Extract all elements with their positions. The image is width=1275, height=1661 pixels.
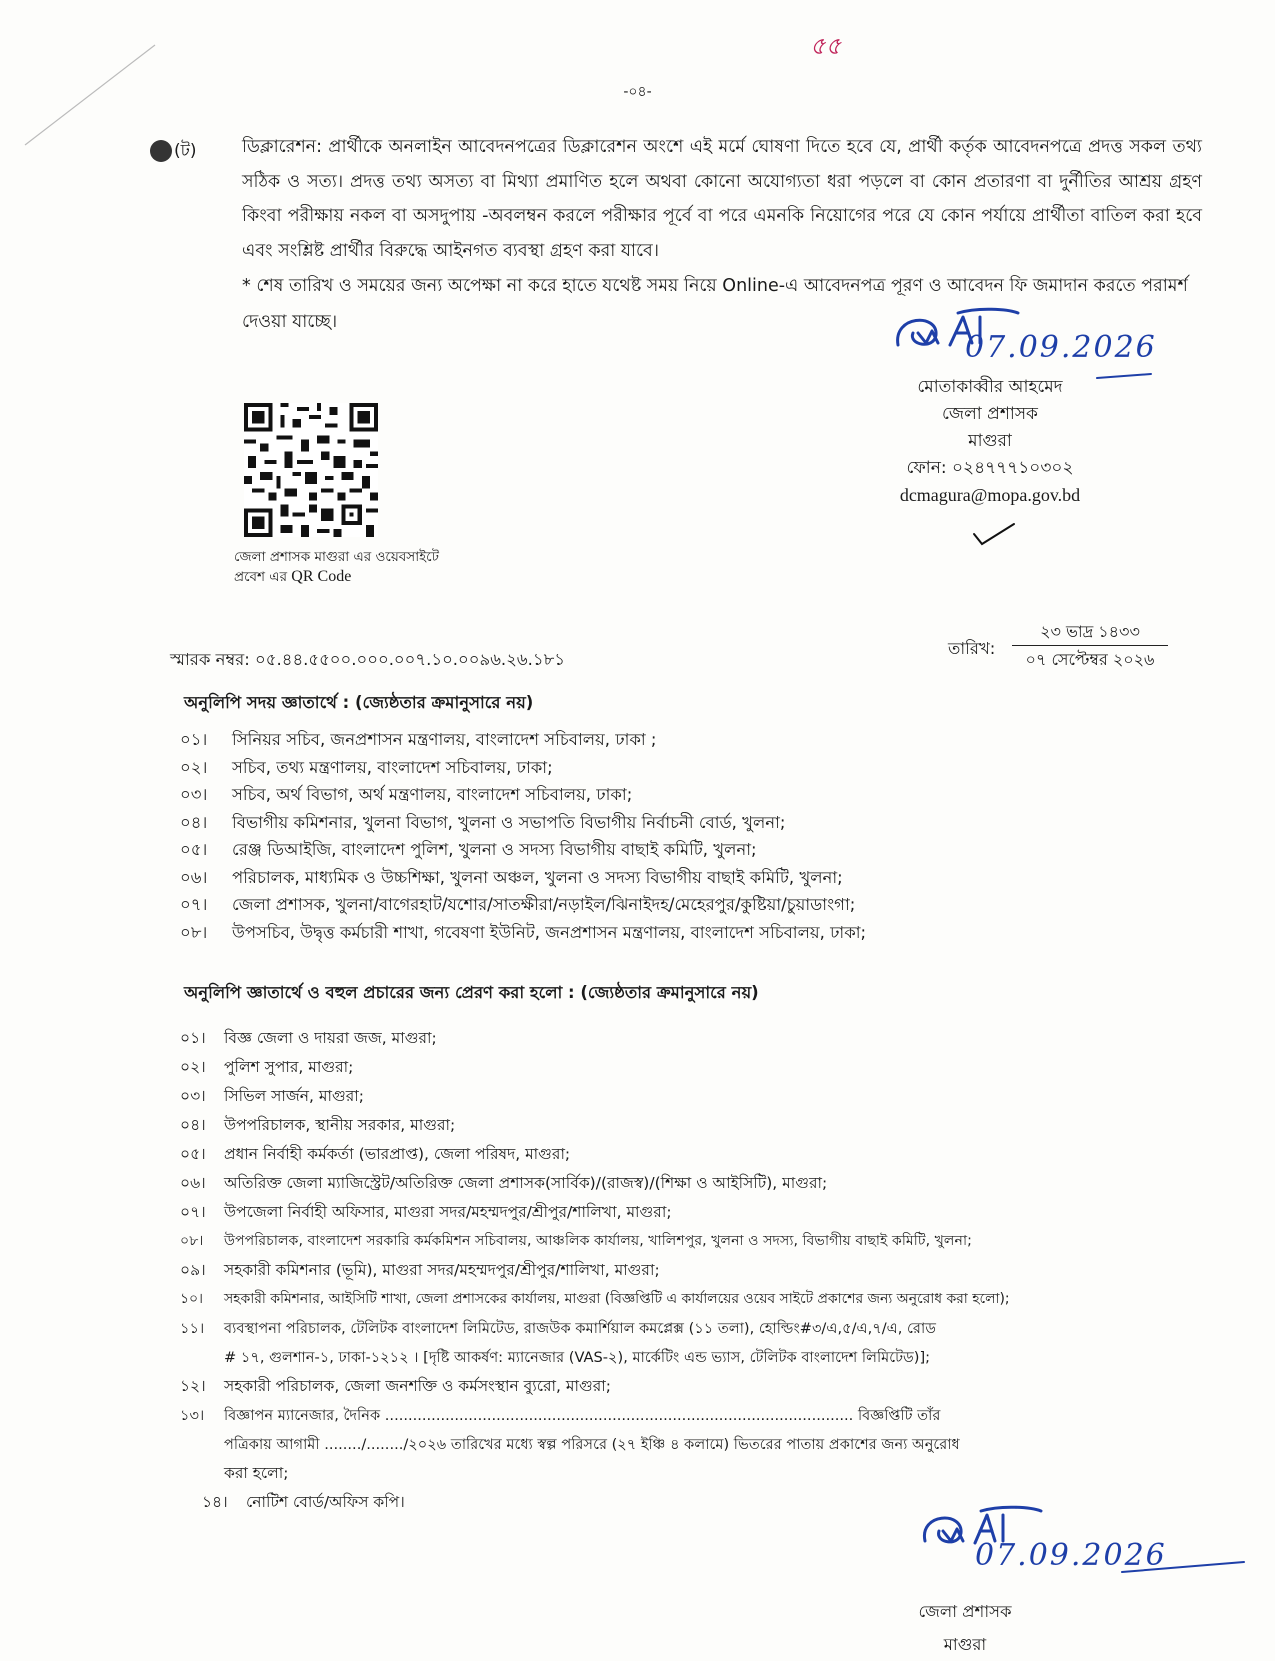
signatory-name: মোতাকাব্বীর আহমেদ <box>917 377 1063 397</box>
list-item: ০৩। সিভিল সার্জন, মাগুরা; <box>180 1087 364 1105</box>
list-item: ০৯। সহকারী কমিশনার (ভূমি), মাগুরা সদর/মহম্মদপুর/শ্রীপুর/শালিখা, মাগুরা; <box>180 1261 660 1279</box>
declaration-paragraph: ডিক্লারেশন: প্রার্থীকে অনলাইন আবেদনপত্রের ডিক্লারেশন অংশে এই মর্মে ঘোষণা দিতে হবে যে, প্রার্থী কর্তৃক আবেদনপত্রে প্রদত্ত সকল তথ্য সঠিক ও সত্য। প্রদত্ত তথ্য অসত্য বা মিথ্যা প্রমাণিত হলে অথবা কোনো অযোগ্যতা ধরা পড়লে বা কোন প্রতারণা বা দুর্নীতির আশ্রয় গ্রহণ কিংবা পরীক্ষায় নকল বা অসদুপায় -অবলম্বন করলে পরীক্ষার পূর্বে বা পরে এমনকি নিয়োগের পরে যে কোন পর্যায়ে প্রার্থীতা বাতিল করা হবে এবং সংশ্লিষ্ট প্রার্থীর বিরুদ্ধে আইনগত ব্যবস্থা গ্রহণ করা যাবে। <box>242 137 1202 261</box>
closing-designation: জেলা প্রশাসক <box>918 1602 1012 1621</box>
list-item: ০১। সিনিয়র সচিব, জনপ্রশাসন মন্ত্রণালয়, বাংলাদেশ সচিবালয়, ঢাকা ; <box>180 730 657 749</box>
memo-reference: স্মারক নম্বর: ০৫.৪৪.৫৫০০.০০০.০০৭.১০.০০৯৬.২৬.১৮১ <box>170 650 566 669</box>
date-label: তারিখ: <box>948 639 996 658</box>
list-item: ০৫। প্রধান নির্বাহী কর্মকর্তা (ভারপ্রাপ্ত), জেলা পরিষদ, মাগুরা; <box>180 1145 571 1163</box>
signatory-district: মাগুরা <box>968 431 1012 451</box>
list-item: ০৬। অতিরিক্ত জেলা ম্যাজিস্ট্রেট/অতিরিক্ত জেলা প্রশাসক(সার্বিক)/(রাজস্ব)/(শিক্ষা ও আইসিটি), মাগুরা; <box>180 1174 828 1192</box>
signature-top-block <box>880 374 1100 509</box>
qr-caption-line2: প্রবেশ এর QR Code <box>234 568 352 585</box>
closing-district: মাগুরা <box>943 1635 987 1654</box>
qr-caption-line1: জেলা প্রশাসক মাগুরা এর ওয়েবসাইটে <box>234 549 439 565</box>
date-stack <box>1012 620 1168 671</box>
signatory-designation: জেলা প্রশাসক <box>942 404 1038 424</box>
list-item: ০৭। উপজেলা নির্বাহী অফিসার, মাগুরা সদর/মহম্মদপুর/শ্রীপুর/শালিখা, মাগুরা; <box>180 1203 672 1221</box>
list-item: ১৩। বিজ্ঞাপন ম্যানেজার, দৈনিক ..................................................................................................... বিজ্ঞপ্তিটি তাঁর <box>180 1407 941 1424</box>
list-item: ০৮। উপসচিব, উদ্বৃত্ত কর্মচারী শাখা, গবেষণা ইউনিট, জনপ্রশাসন মন্ত্রণালয়, বাংলাদেশ সচিবালয়, ঢাকা; <box>180 922 867 942</box>
copy-list-1 <box>180 726 866 946</box>
scan-artifact-line <box>20 40 160 150</box>
date-divider <box>1012 645 1168 646</box>
list-item: ১২। সহকারী পরিচালক, জেলা জনশক্তি ও কর্মসংস্থান ব্যুরো, মাগুরা; <box>180 1377 611 1395</box>
signatory-email: dcmagura@mopa.gov.bd <box>899 485 1081 505</box>
list-item: ০৪। উপপরিচালক, স্থানীয় সরকার, মাগুরা; <box>180 1116 456 1134</box>
list-item: ০৮। উপপরিচালক, বাংলাদেশ সরকারি কর্মকমিশন সচিবালয়, আঞ্চলিক কার্যালয়, খালিশপুর, খুলনা ও সদস্য, বিভাগীয় বাছাই কমিটি, খুলনা; <box>180 1233 972 1249</box>
signature-top-date: 07.09.2026 <box>965 330 1157 365</box>
qr-code[interactable] <box>244 403 378 537</box>
corner-handwritten-mark: ৫৫ <box>810 32 842 60</box>
signature-bottom-date: 07.09.2026 <box>975 1538 1167 1573</box>
ink-blot-icon <box>150 140 172 162</box>
list-item: ০৪। বিভাগীয় কমিশনার, খুলনা বিভাগ, খুলনা ও সভাপতি বিভাগীয় নির্বাচনী বোর্ড, খুলনা; <box>180 812 786 832</box>
list-item-continuation: করা হলো; <box>224 1464 289 1482</box>
date-bangla: ২৩ ভাদ্র ১৪৩৩ <box>1040 622 1140 641</box>
signature-bottom-underline <box>1120 1558 1250 1576</box>
list-item: ০২। পুলিশ সুপার, মাগুরা; <box>180 1058 354 1076</box>
copy-list-2 <box>180 1024 1010 1517</box>
list-item: ০৫। রেঞ্জ ডিআইজি, বাংলাদেশ পুলিশ, খুলনা ও সদস্য বিভাগীয় বাছাই কমিটি, খুলনা; <box>180 840 757 859</box>
list-item: ১০। সহকারী কমিশনার, আইসিটি শাখা, জেলা প্রশাসকের কার্যালয়, মাগুরা (বিজ্ঞপ্তিটি এ কার্যালয়ের ওয়েব সাইটে প্রকাশের জন্য অনুরোধ করা হলো); <box>180 1291 1010 1307</box>
signature-bottom-block <box>905 1595 1025 1661</box>
advisory-note: * শেষ তারিখ ও সময়ের জন্য অপেক্ষা না করে হাতে যথেষ্ট সময় নিয়ে Online-এ আবেদনপত্র পূরণ ও আবেদন ফি জমাদান করতে পরামর্শ দেওয়া যাচ্ছে। <box>242 276 1188 332</box>
signature-top-underline <box>1095 370 1155 382</box>
list-item: ১১। ব্যবস্থাপনা পরিচালক, টেলিটক বাংলাদেশ লিমিটেড, রাজউক কমার্শিয়াল কমপ্লেক্স (১১ তলা), হোল্ডিং#৩/এ,৫/এ,৭/এ, রোড <box>180 1320 936 1337</box>
list-item-continuation: # ১৭, গুলশান-১, ঢাকা-১২১২ । [দৃষ্টি আকর্ষণ: ম্যানেজার (VAS-২), মার্কেটিং এন্ড ভ্যাস, টেলিটক বাংলাদেশ লিমিটেড)]; <box>224 1349 931 1366</box>
copy-list-1-heading: অনুলিপি সদয় জ্ঞাতার্থে : (জ্যেষ্ঠতার ক্রমানুসারে নয়) <box>184 693 534 712</box>
signatory-phone: ফোন: ০২৪৭৭৭১০৩০২ <box>906 458 1074 478</box>
list-item: ০২। সচিব, তথ্য মন্ত্রণালয়, বাংলাদেশ সচিবালয়, ঢাকা; <box>180 757 553 777</box>
list-item: ০৭। জেলা প্রশাসক, খুলনা/বাগেরহাট/যশোর/সাতক্ষীরা/নড়াইল/ঝিনাইদহ/মেহেরপুর/কুষ্টিয়া/চুয়াডাংগা; <box>180 895 856 914</box>
list-item: ০৩। সচিব, অর্থ বিভাগ, অর্থ মন্ত্রণালয়, বাংলাদেশ সচিবালয়, ঢাকা; <box>180 785 633 804</box>
page-number: -০৪- <box>623 84 652 100</box>
list-item: ০১। বিজ্ঞ জেলা ও দায়রা জজ, মাগুরা; <box>180 1029 437 1047</box>
list-item-continuation: পত্রিকায় আগামী ......../......../২০২৬ তারিখের মধ্যে স্বল্প পরিসরে (২৭ ইঞ্চি ৪ কলামে) ভিতরের পাতায় প্রকাশের জন্য অনুরোধ <box>224 1436 960 1453</box>
list-item: ০৬। পরিচালক, মাধ্যমিক ও উচ্চশিক্ষা, খুলনা অঞ্চল, খুলনা ও সদস্য বিভাগীয় বাছাই কমিটি, খুলনা; <box>180 867 843 887</box>
qr-caption <box>234 547 439 587</box>
list-item: ১৪। নোটিশ বোর্ড/অফিস কপি। <box>202 1493 405 1511</box>
tick-mark <box>970 520 1020 550</box>
date-gregorian: ০৭ সেপ্টেম্বর ২০২৬ <box>1025 650 1155 669</box>
declaration-marker: (ট) <box>150 138 197 166</box>
copy-list-2-heading: অনুলিপি জ্ঞাতার্থে ও বহুল প্রচারের জন্য প্রেরণ করা হলো : (জ্যেষ্ঠতার ক্রমানুসারে নয়) <box>184 983 759 1002</box>
